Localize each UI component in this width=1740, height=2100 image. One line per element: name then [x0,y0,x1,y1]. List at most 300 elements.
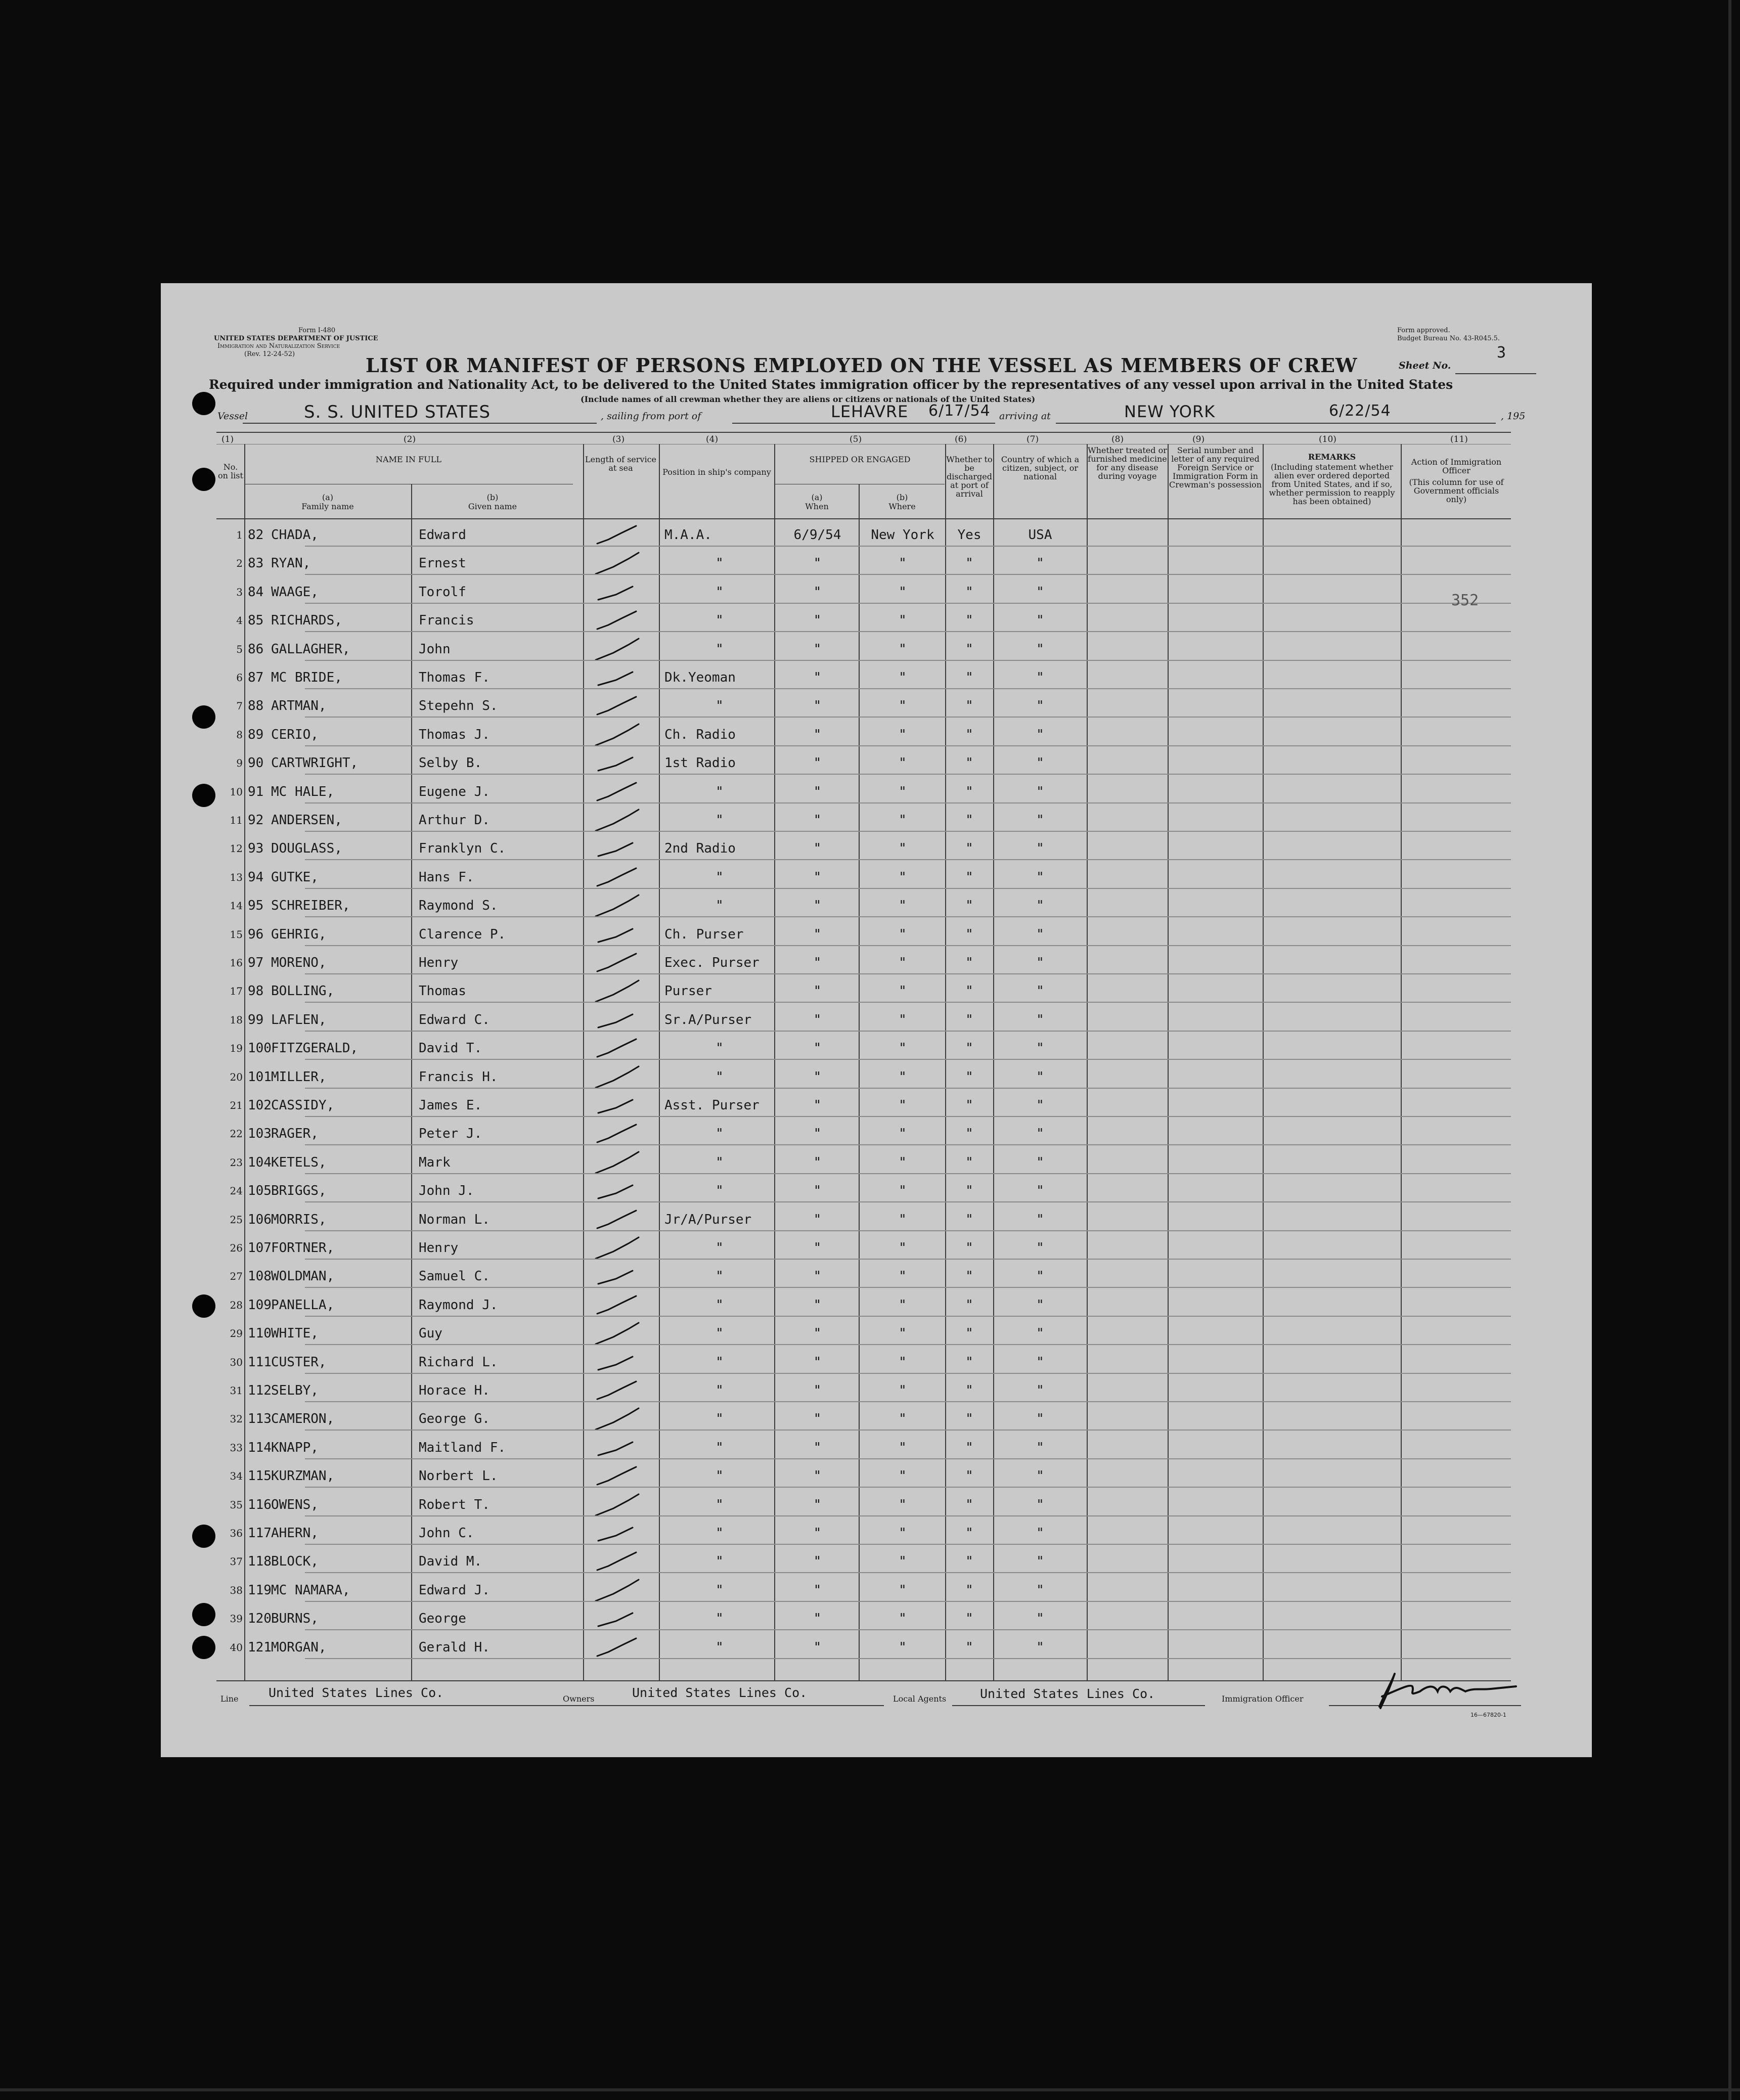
family-name: GALLAGHER, [271,641,350,657]
table-row [216,1288,1511,1317]
crew-number: 101 [248,1069,272,1085]
sheet-label: Sheet No. [1399,360,1451,371]
table-row [216,1260,1511,1288]
table-row [216,918,1511,946]
table-row [216,1317,1511,1345]
line-number: 37 [230,1555,243,1568]
shipped-where: " [899,1154,907,1170]
form-approval: Form approved. [1397,327,1450,334]
crew-number: 106 [248,1212,272,1227]
line-number: 2 [236,557,243,570]
family-name: DOUGLASS, [271,841,342,857]
crew-number: 104 [248,1154,272,1170]
shipped-when: " [813,1468,822,1484]
departure-date: 6/17/54 [928,402,991,420]
country: " [1036,1269,1044,1284]
shipped-when: " [813,869,822,885]
frame-edge-right [1728,0,1731,2100]
discharged: " [965,556,973,571]
shipped-when: " [813,1297,822,1313]
discharged: " [965,613,973,629]
length-of-service-mark [593,1151,649,1176]
length-of-service-mark [593,1351,649,1376]
shipped-when: " [813,755,822,771]
given-name: Clarence P. [419,926,506,942]
family-name: FITZGERALD, [271,1041,359,1056]
family-name: LAFLEN, [271,1012,327,1027]
arrival-port: NEW YORK [1124,402,1216,421]
shipped-when: " [813,584,822,600]
table-row [216,518,1511,547]
family-name: WHITE, [271,1326,319,1342]
shipped-where: " [899,1468,907,1484]
crew-number: 102 [248,1098,272,1113]
country: " [1036,841,1044,857]
line-number: 34 [230,1470,243,1483]
shipped-where: " [899,1554,907,1570]
family-name: CASSIDY, [271,1098,335,1113]
length-of-service-mark [593,1522,649,1547]
punch-hole [192,784,215,807]
shipped-where: " [899,727,907,742]
line-number: 31 [230,1384,243,1397]
discharged: " [965,869,973,885]
length-of-service-mark [593,694,649,720]
position: " [716,641,724,657]
crew-number: 100 [248,1041,272,1056]
shipped-when: " [813,1212,822,1227]
length-of-service-mark [593,751,649,777]
officer-signature [1364,1669,1526,1714]
given-name: John C. [419,1526,474,1541]
length-of-service-mark [593,1293,649,1319]
header-remarks: REMARKS [1308,452,1356,462]
given-name: Raymond S. [419,898,498,914]
line-number: 13 [230,871,243,883]
discharged: Yes [957,527,981,543]
table-row [216,1146,1511,1174]
line-number: 22 [230,1128,243,1140]
line-number: 10 [230,785,243,798]
crew-number: 95 [248,898,264,914]
discharged: " [965,1383,973,1398]
discharged: " [965,1154,973,1170]
colnum-6: (6) [955,434,967,444]
shipped-when: " [813,955,822,970]
line-number: 7 [236,700,243,712]
line-number: 3 [236,586,243,598]
action-stamp: 352 [1451,592,1479,609]
table-row [216,1003,1511,1032]
length-of-service-mark [593,894,649,919]
position: " [716,1269,724,1284]
given-name: Richard L. [419,1354,498,1370]
arrival-underline [1056,423,1496,424]
table-row [216,547,1511,575]
length-of-service-mark [593,1065,649,1091]
header-family-name: Family name [301,502,354,511]
family-name: RYAN, [271,556,311,571]
country: " [1036,1611,1044,1627]
discharged: " [965,1183,973,1199]
family-name: CAMERON, [271,1411,335,1427]
form-revision: (Rev. 12-24-52) [244,350,295,358]
shipped-where: " [899,1411,907,1427]
table-row [216,803,1511,832]
family-name: GEHRIG, [271,926,327,942]
shipped-when: " [813,1497,822,1512]
given-name: Raymond J. [419,1297,498,1313]
family-name: BLOCK, [271,1554,319,1570]
line-number: 32 [230,1413,243,1425]
crew-number: 90 [248,755,264,771]
crew-number: 113 [248,1411,272,1427]
shipped-where: " [899,1098,907,1113]
table-row [216,1488,1511,1516]
length-of-service-mark [593,1208,649,1233]
header-discharged: Whether to be discharged at port of arrival [946,455,993,499]
position: " [716,1526,724,1541]
discharged: " [965,1012,973,1027]
position: " [716,1468,724,1484]
given-name: Maitland F. [419,1440,506,1455]
shipped-when: " [813,1326,822,1342]
shipped-where: New York [871,527,934,543]
punch-hole [192,392,215,415]
given-name: Samuel C. [419,1269,490,1284]
line-number: 24 [230,1185,243,1197]
shipped-where: " [899,584,907,600]
position: " [716,1582,724,1598]
family-name: CARTWRIGHT, [271,755,359,771]
length-of-service-mark [593,1008,649,1034]
family-name: CUSTER, [271,1354,327,1370]
shipped-when: " [813,613,822,629]
table-row [216,946,1511,974]
country: " [1036,813,1044,828]
length-of-service-mark [593,1037,649,1062]
position: " [716,1126,724,1142]
punch-hole [192,1294,215,1318]
line-number: 19 [230,1042,243,1055]
arrival-date: 6/22/54 [1329,402,1391,420]
discharged: " [965,1069,973,1085]
crew-number: 110 [248,1326,272,1342]
length-of-service-mark [593,1179,649,1204]
shipped-when: " [813,1639,822,1655]
position: Ch. Radio [664,727,736,742]
footer-owners-label: Owners [563,1694,595,1704]
position: " [716,1554,724,1570]
given-name: Norman L. [419,1212,490,1227]
position: " [716,1383,724,1398]
position: " [716,898,724,914]
shipped-where: " [899,955,907,970]
crew-number: 115 [248,1468,272,1484]
colnum-9: (9) [1192,434,1205,444]
family-name: ARTMAN, [271,698,327,714]
shipped-where: " [899,641,907,657]
discharged: " [965,1126,973,1142]
header-given-name: Given name [468,502,517,511]
shipped-where: " [899,670,907,685]
given-name: Guy [419,1326,442,1342]
shipped-where: " [899,755,907,771]
discharged: " [965,1611,973,1627]
table-row [216,1117,1511,1145]
crew-number: 97 [248,955,264,970]
manifest-sheet [161,283,1592,1757]
table-row [216,604,1511,632]
shipped-when: " [813,1440,822,1455]
frame-edge-bottom [0,2088,1740,2091]
position: " [716,584,724,600]
family-name: GUTKE, [271,869,319,885]
given-name: Franklyn C. [419,841,506,857]
given-name: Torolf [419,584,466,600]
footer-line-underline [249,1705,629,1706]
length-of-service-mark [593,1579,649,1604]
line-number: 6 [236,672,243,684]
family-name: RICHARDS, [271,613,342,629]
position: " [716,698,724,714]
country: " [1036,955,1044,970]
table-row [216,661,1511,689]
given-name: Edward [419,527,466,543]
discharged: " [965,1240,973,1256]
crew-number: 112 [248,1383,272,1398]
shipped-where: " [899,1297,907,1313]
discharged: " [965,1411,973,1427]
crew-number: 89 [248,727,264,742]
crew-number: 111 [248,1354,272,1370]
colnum-5: (5) [850,434,862,444]
discharged: " [965,1212,973,1227]
given-name: Stepehn S. [419,698,498,714]
line-number: 4 [236,614,243,627]
header-shipped-or-engaged: SHIPPED OR ENGAGED [809,455,911,464]
colnum-7: (7) [1027,434,1039,444]
shipped-when: " [813,1098,822,1113]
crew-number: 109 [248,1297,272,1313]
colnum-11: (11) [1450,434,1468,444]
length-of-service-mark [593,723,649,748]
length-of-service-mark [593,1464,649,1490]
length-of-service-mark [593,780,649,806]
form-subtitle: Required under immigration and Nationality Act, to be delivered to the United States immigration officer by the representatives of any vessel upon arrival in the United States [209,377,1453,392]
line-number: 25 [230,1213,243,1226]
vessel-label: Vessel [217,411,248,422]
line-number: 26 [230,1242,243,1254]
given-name: Hans F. [419,869,474,885]
table-row [216,746,1511,775]
shipped-when: " [813,670,822,685]
family-name: MORGAN, [271,1639,327,1655]
shipped-where: " [899,869,907,885]
given-name: Robert T. [419,1497,490,1512]
table-row [216,1231,1511,1260]
shipped-when: " [813,698,822,714]
line-number: 23 [230,1156,243,1169]
include-note: (Include names of all crewman whether they are aliens or citizens or nationals of the United States) [581,394,1036,404]
given-name: George [419,1611,466,1627]
position: Purser [664,984,712,999]
given-name: John J. [419,1183,474,1199]
family-name: OWENS, [271,1497,319,1512]
sailing-label: , sailing from port of [601,411,701,422]
country: " [1036,670,1044,685]
discharged: " [965,641,973,657]
year-suffix: , 195 [1501,411,1526,422]
position: " [716,1497,724,1512]
header-line-no: No. on list [218,462,243,480]
country: " [1036,613,1044,629]
shipped-where: " [899,698,907,714]
budget-number: Budget Bureau No. 43-R045.5. [1397,335,1500,342]
punch-hole [192,468,215,491]
crew-number: 108 [248,1269,272,1284]
family-name: CERIO, [271,727,319,742]
line-number: 38 [230,1584,243,1596]
position: " [716,1611,724,1627]
position: " [716,1069,724,1085]
table-row [216,1602,1511,1630]
country: " [1036,1098,1044,1113]
country: " [1036,984,1044,999]
country: " [1036,1297,1044,1313]
position: Sr.A/Purser [664,1012,752,1027]
shipped-where: " [899,1012,907,1027]
line-number: 29 [230,1327,243,1340]
header-action-note: (This column for use of Government officials only) [1409,477,1504,504]
header-when-sub: (a) [811,493,823,502]
country: " [1036,1440,1044,1455]
shipped-when: 6/9/54 [793,527,841,543]
given-name: Norbert L. [419,1468,498,1484]
given-name: Peter J. [419,1126,482,1142]
given-name: Eugene J. [419,784,490,799]
length-of-service-mark [593,1122,649,1147]
table-row [216,974,1511,1003]
given-name: Thomas J. [419,727,490,742]
header-where-sub: (b) [896,493,908,502]
header-medicine: Whether treated or furnished medicine for any disease during voyage [1088,445,1167,481]
given-name: Francis [419,613,474,629]
table-row [216,1516,1511,1545]
discharged: " [965,1639,973,1655]
length-of-service-mark [593,1094,649,1119]
country: " [1036,1041,1044,1056]
crew-number: 94 [248,869,264,885]
line-number: 16 [230,957,243,969]
country: " [1036,1154,1044,1170]
crew-number: 120 [248,1611,272,1627]
family-name: MORENO, [271,955,327,970]
line-number: 28 [230,1299,243,1311]
vessel-name: S. S. UNITED STATES [304,402,491,422]
country: " [1036,869,1044,885]
crew-number: 119 [248,1582,272,1598]
position: " [716,1326,724,1342]
country: " [1036,584,1044,600]
line-number: 30 [230,1356,243,1368]
table-row [216,861,1511,889]
country: " [1036,1354,1044,1370]
shipped-when: " [813,984,822,999]
shipped-where: " [899,1069,907,1085]
crew-number: 87 [248,670,264,685]
table-row [216,1060,1511,1089]
position: " [716,1154,724,1170]
shipped-when: " [813,1126,822,1142]
length-of-service-mark [593,866,649,891]
crew-number: 88 [248,698,264,714]
position: Dk.Yeoman [664,670,736,685]
given-name: David M. [419,1554,482,1570]
shipped-when: " [813,1411,822,1427]
length-of-service-mark [593,951,649,976]
line-number: 8 [236,728,243,741]
line-number: 39 [230,1613,243,1625]
discharged: " [965,1297,973,1313]
crew-number: 82 [248,527,264,543]
family-name: AHERN, [271,1526,319,1541]
colnum-4: (4) [706,434,719,444]
line-number: 14 [230,900,243,912]
given-name: Edward C. [419,1012,490,1027]
family-name: RAGER, [271,1126,319,1142]
line-number: 27 [230,1270,243,1283]
line-number: 33 [230,1441,243,1454]
family-name: BRIGGS, [271,1183,327,1199]
shipped-when: " [813,1069,822,1085]
length-of-service-mark [593,1636,649,1661]
country: " [1036,1468,1044,1484]
crew-number: 93 [248,841,264,857]
shipped-where: " [899,613,907,629]
print-code: 16—67820-1 [1470,1712,1506,1718]
crew-number: 107 [248,1240,272,1256]
given-name: Gerald H. [419,1639,490,1655]
given-name: Horace H. [419,1383,490,1398]
family-name: KURZMAN, [271,1468,335,1484]
crew-number: 84 [248,584,264,600]
position: 2nd Radio [664,841,736,857]
shipped-when: " [813,1183,822,1199]
length-of-service-mark [593,552,649,577]
table-row [216,1374,1511,1402]
given-name: John [419,641,451,657]
length-of-service-mark [593,1265,649,1290]
line-number: 20 [230,1070,243,1083]
form-title: LIST OR MANIFEST OF PERSONS EMPLOYED ON THE VESSEL AS MEMBERS OF CREW [366,354,1358,377]
footer-line-value: United States Lines Co. [269,1685,444,1700]
shipped-where: " [899,1639,907,1655]
discharged: " [965,898,973,914]
colnum-8: (8) [1111,434,1124,444]
length-of-service-mark [593,609,649,634]
table-row [216,1346,1511,1374]
crew-number: 91 [248,784,264,799]
shipped-where: " [899,898,907,914]
footer-agents-value: United States Lines Co. [980,1686,1155,1701]
shipped-when: " [813,641,822,657]
table-row [216,575,1511,604]
shipped-when: " [813,1354,822,1370]
punch-hole [192,1603,215,1626]
position: 1st Radio [664,755,736,771]
position: " [716,813,724,828]
